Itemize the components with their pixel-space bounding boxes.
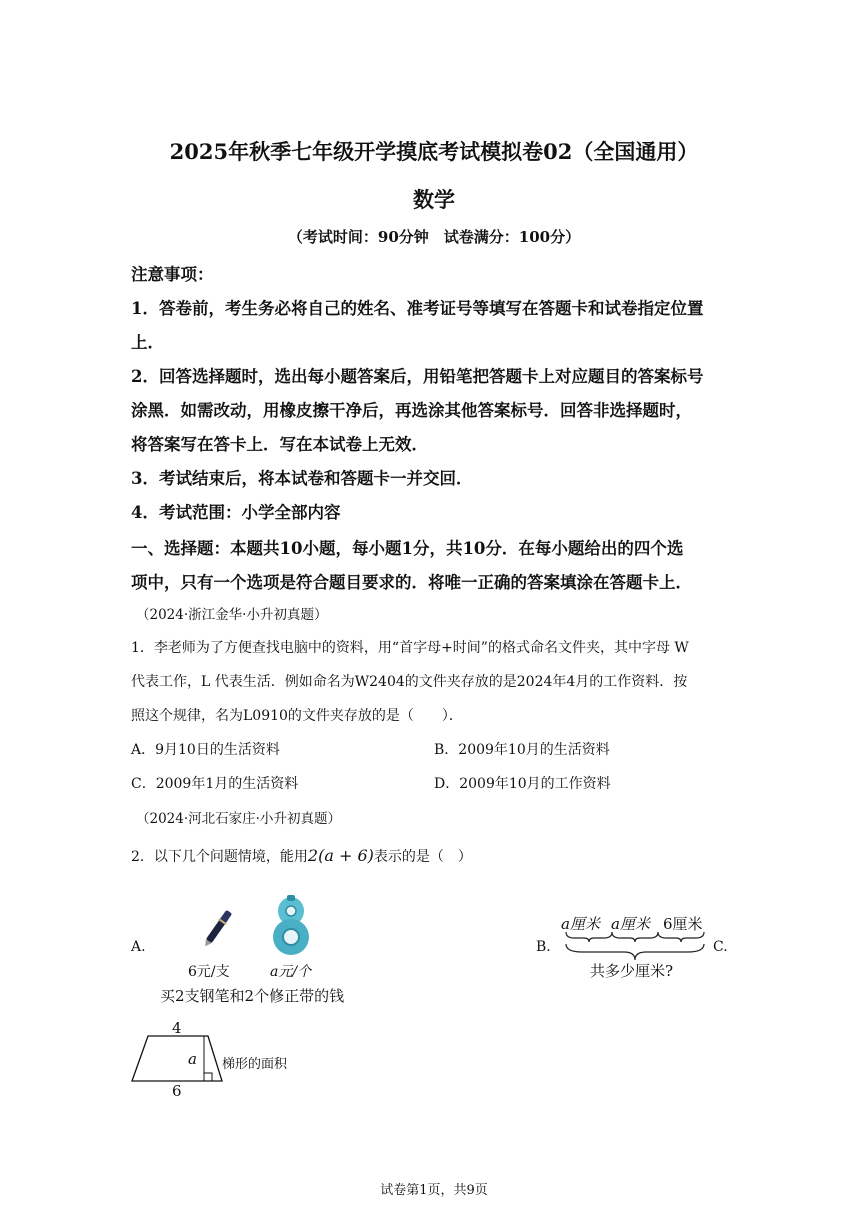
section-1-line-2: 项中，只有一个选项是符合题目要求的．将唯一正确的答案填涂在答题卡上． <box>131 573 692 592</box>
note-1-line-2: 上． <box>131 333 164 352</box>
length-brace-diagram <box>562 930 712 964</box>
trapezoid-bottom-label: 6 <box>172 1082 182 1100</box>
q2-option-a-letter: A. <box>131 939 146 955</box>
subject-title: 数学 <box>413 187 455 212</box>
q2-option-c-letter: C. <box>713 939 728 955</box>
note-2-line-1: 2．回答选择题时，选出每小题答案后，用铅笔把答题卡上对应题目的答案标号 <box>131 367 704 386</box>
q1-option-d: D．2009年10月的工作资料 <box>434 776 611 792</box>
q2-stem-before: 2．以下几个问题情境，能用 <box>131 849 308 865</box>
trapezoid-caption: 梯形的面积 <box>222 1057 288 1072</box>
total-length-question: 共多少厘米? <box>590 962 674 980</box>
notes-heading: 注意事项： <box>131 265 214 284</box>
trapezoid-top-label: 4 <box>172 1019 182 1037</box>
q1-line-2: 代表工作，L 代表生活．例如命名为W2404的文件夹存放的是2024年4月的工作资料．按 <box>131 674 688 690</box>
trapezoid-height-label: a <box>188 1050 197 1068</box>
tape-price-label: a元/个 <box>270 964 312 980</box>
q2-stem-after: 表示的是（ ） <box>373 849 472 865</box>
segment-2-label: a厘米 <box>611 915 650 933</box>
note-3: 3．考试结束后，将本试卷和答题卡一并交回． <box>131 469 473 488</box>
segment-3-label: 6厘米 <box>663 915 703 933</box>
q1-option-a: A．9月10日的生活资料 <box>131 742 280 758</box>
option-a-caption: 买2支钢笔和2个修正带的钱 <box>160 987 345 1005</box>
q2-stem <box>131 846 472 866</box>
q1-line-3: 照这个规律，名为L0910的文件夹存放的是（ ）． <box>131 708 463 724</box>
q2-option-b-letter: B. <box>536 939 551 955</box>
correction-tape-icon <box>270 893 312 957</box>
fountain-pen-icon <box>195 900 245 952</box>
section-1-line-1: 一、选择题：本题共10小题，每小题1分，共10分．在每小题给出的四个选 <box>131 539 684 558</box>
trapezoid-diagram <box>128 1034 228 1084</box>
q2-expression: 2(a + 6) <box>307 846 374 865</box>
exam-title: 2025年秋季七年级开学摸底考试模拟卷02（全国通用） <box>169 139 699 164</box>
note-2-line-3: 将答案写在答卡上．写在本试卷上无效． <box>131 435 428 454</box>
q1-option-b: B．2009年10月的生活资料 <box>434 742 610 758</box>
q2-source: （2024·河北石家庄·小升初真题） <box>136 811 341 827</box>
exam-info: （考试时间：90分钟 试卷满分：100分） <box>287 228 581 246</box>
pen-price-label: 6元/支 <box>188 964 230 980</box>
note-4: 4．考试范围：小学全部内容 <box>131 503 341 522</box>
q1-option-c: C．2009年1月的生活资料 <box>131 776 299 792</box>
q1-line-1: 1．李老师为了方便查找电脑中的资料，用“首字母+时间”的格式命名文件夹，其中字母 W <box>131 640 689 656</box>
q1-source: （2024·浙江金华·小升初真题） <box>136 607 328 623</box>
note-1-line-1: 1．答卷前，考生务必将自己的姓名、准考证号等填写在答题卡和试卷指定位置 <box>131 299 704 318</box>
segment-1-label: a厘米 <box>561 915 600 933</box>
page-footer: 试卷第1页，共9页 <box>380 1183 488 1198</box>
note-2-line-2: 涂黑．如需改动，用橡皮擦干净后，再选涂其他答案标号．回答非选择题时， <box>131 401 692 420</box>
